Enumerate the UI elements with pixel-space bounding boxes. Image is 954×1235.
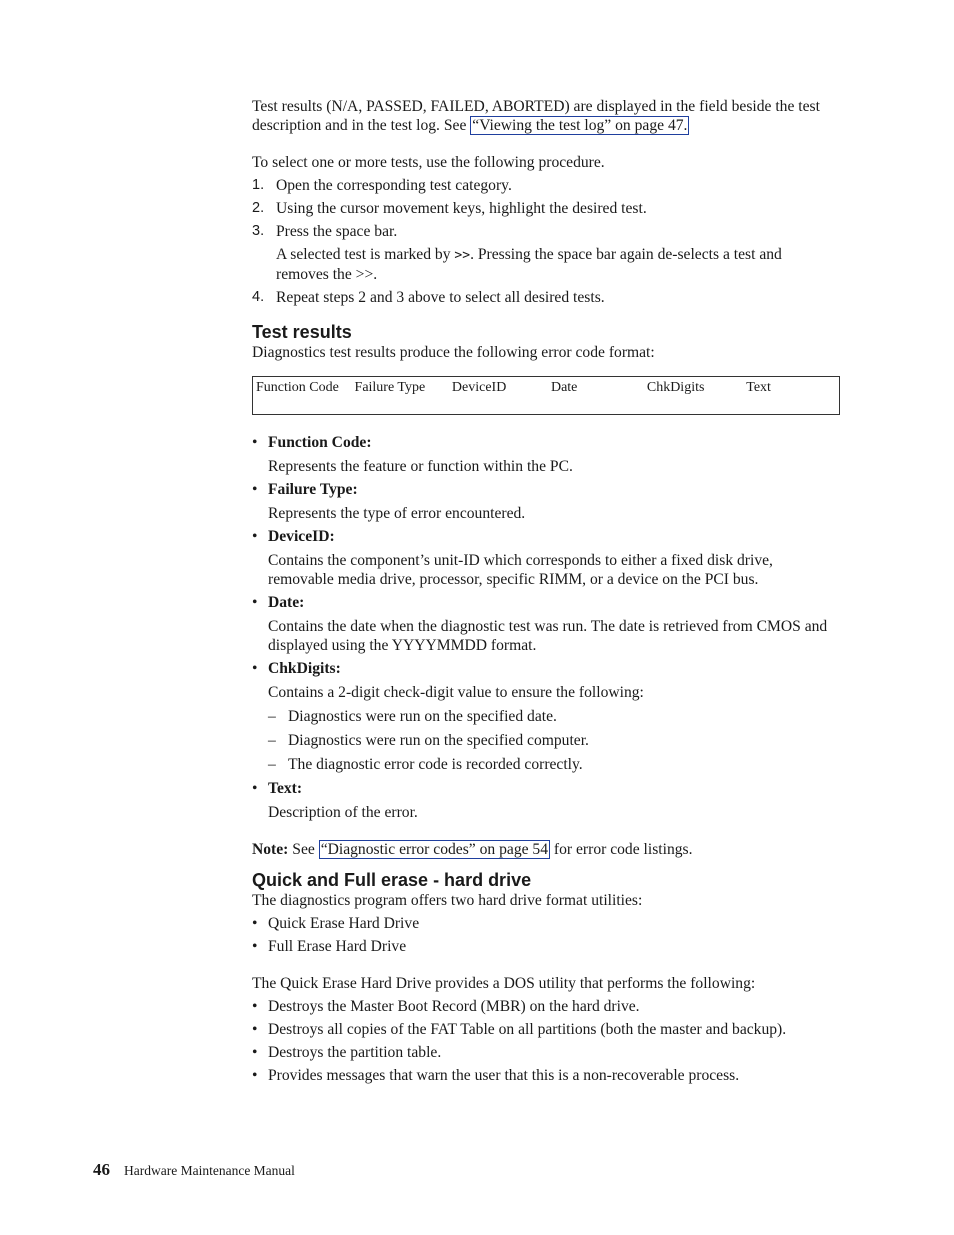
intro-paragraph: Test results (N/A, PASSED, FAILED, ABORTED) are displayed in the field beside the test description and in the test log. See “Viewing the test log” on page 47. (252, 98, 820, 134)
list-item: • Failure Type: Represents the type of error encountered. (252, 481, 526, 522)
selection-marker: >> (454, 248, 471, 263)
list-item: – Diagnostics were run on the specified computer. (268, 732, 589, 749)
format-cell-device-id: DeviceID (451, 380, 507, 395)
list-item: • Destroys the Master Boot Record (MBR) on the hard drive. (252, 998, 640, 1015)
table-row (253, 377, 840, 415)
procedure-steps (252, 176, 832, 307)
test-results-intro: Diagnostics test results produce the following error code format: (252, 344, 655, 361)
format-cell-function-code: Function Code (256, 380, 339, 395)
format-cell-text: Text (746, 380, 771, 395)
format-cell-date: Date (550, 380, 578, 395)
list-item: • Provides messages that warn the user that this is a non-recoverable process. (252, 1067, 740, 1084)
erase-intro: The diagnostics program offers two hard drive format utilities: (252, 892, 643, 909)
chkdigits-sublist (268, 707, 832, 774)
step-item: 1. Open the corresponding test category. (252, 177, 512, 194)
test-results-heading: Test results (252, 322, 352, 342)
field-definitions (252, 433, 832, 822)
step-item: 2. Using the cursor movement keys, highlight the desired test. (252, 200, 647, 217)
step-note: A selected test is marked by >>. Pressing the space bar again de-selects a test and removes the >>. (276, 246, 782, 283)
erase-utilities-list (252, 914, 832, 956)
page-body (252, 97, 832, 1089)
list-item: • DeviceID: Contains the component’s unit-ID which corresponds to either a fixed disk drive, removable media drive, processor, specific RIMM, or a device on the PCI bus. (252, 528, 773, 588)
list-item: • Destroys the partition table. (252, 1044, 442, 1061)
viewing-test-log-link[interactable]: “Viewing the test log” on page 47. (472, 117, 688, 134)
list-item: • Full Erase Hard Drive (252, 938, 407, 955)
quick-erase-intro: The Quick Erase Hard Drive provides a DOS utility that performs the following: (252, 975, 756, 992)
diagnostic-error-codes-link[interactable]: “Diagnostic error codes” on page 54 (320, 841, 549, 858)
error-codes-note: Note: See “Diagnostic error codes” on page 54 for error code listings. (252, 841, 693, 858)
erase-heading: Quick and Full erase - hard drive (252, 870, 532, 890)
format-cell-failure-type: Failure Type (354, 380, 426, 395)
step-item: 3. Press the space bar. A selected test is marked by >>. Pressing the space bar again de-selects a test and removes the >>. (252, 222, 832, 284)
procedure-intro: To select one or more tests, use the following procedure. (252, 154, 605, 171)
list-item: • Text: Description of the error. (252, 780, 418, 821)
quick-erase-actions (252, 997, 832, 1085)
list-item: – The diagnostic error code is recorded correctly. (268, 756, 583, 773)
list-item: • Date: Contains the date when the diagnostic test was run. The date is retrieved from CMOS and displayed using the YYYYMMDD format. (252, 594, 828, 654)
manual-title: Hardware Maintenance Manual (124, 1163, 295, 1178)
list-item: • Quick Erase Hard Drive (252, 915, 420, 932)
list-item: • Function Code: Represents the feature or function within the PC. (252, 434, 573, 475)
page-number: 46 (93, 1160, 110, 1179)
list-item: – Diagnostics were run on the specified date. (268, 708, 557, 725)
format-cell-chkdigits: ChkDigits (646, 380, 705, 395)
step-item: 4. Repeat steps 2 and 3 above to select all desired tests. (252, 289, 605, 306)
list-item: • ChkDigits: Contains a 2-digit check-digit value to ensure the following: – Diagnostics were run on the specified date. – Diagnostics were run on the specified computer. – The diagnostic error code is recorded correctly. (252, 659, 832, 774)
error-code-format-table (252, 376, 840, 415)
page-footer (93, 1160, 295, 1180)
list-item: • Destroys all copies of the FAT Table on all partitions (both the master and backup). (252, 1021, 787, 1038)
